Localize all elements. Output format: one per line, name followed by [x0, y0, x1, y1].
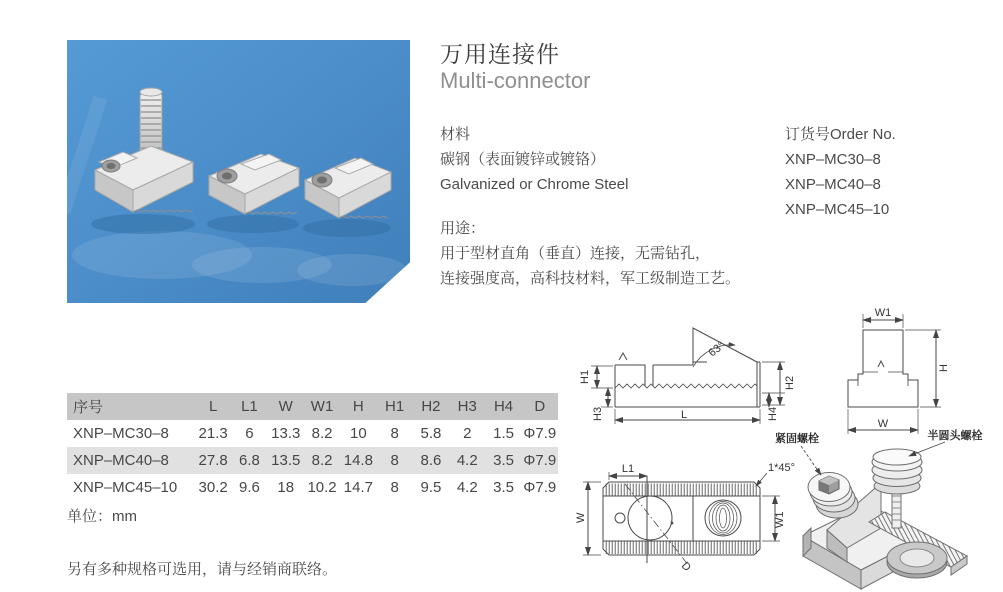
dim-label-h-end: H — [938, 364, 950, 372]
top-view-drawing — [583, 472, 780, 566]
page-title-en: Multi-connector — [440, 68, 591, 93]
order-label: 订货号Order No. — [785, 126, 896, 143]
cell: 3.5 — [493, 452, 514, 469]
cell: 3.5 — [493, 479, 514, 496]
cell: Φ7.9 — [523, 425, 557, 442]
cell: Φ7.9 — [523, 479, 557, 496]
usage-block — [440, 216, 740, 291]
footer-note: 另有多种规格可选用，请与经销商联络。 — [67, 561, 338, 578]
cell: 14.7 — [343, 479, 373, 496]
column-header: H — [352, 398, 364, 415]
material-block — [440, 122, 628, 197]
dim-label-d: D — [678, 559, 694, 574]
dim-label-w-end: W — [877, 418, 889, 430]
material-label: 材料 — [440, 126, 471, 143]
usage-line1: 用于型材直角（垂直）连接，无需钻孔， — [440, 245, 711, 262]
callout-round-head-screw: 半圆头螺栓 — [927, 430, 983, 442]
cell: 8 — [390, 425, 399, 442]
dim-label-angle: 63° — [706, 339, 727, 360]
cell: 9.5 — [420, 479, 442, 496]
cell: 5.8 — [420, 425, 442, 442]
column-header: H4 — [493, 398, 514, 415]
cell: 10.2 — [307, 479, 337, 496]
usage-line2: 连接强度高，高科技材料，军工级制造工艺。 — [440, 270, 741, 287]
dim-label-l: L — [680, 409, 688, 421]
cell: 6.8 — [239, 452, 260, 469]
column-header: D — [534, 398, 546, 415]
cell: 8.2 — [311, 425, 333, 442]
dim-label-h2: H2 — [784, 375, 796, 390]
table-row — [67, 447, 558, 474]
cell: 8.2 — [311, 452, 333, 469]
dim-label-l1: L1 — [621, 463, 635, 475]
column-header: H3 — [457, 398, 477, 415]
column-header: W — [278, 398, 293, 415]
product-photo — [67, 40, 410, 303]
callout-set-screw: 紧固螺栓 — [775, 433, 819, 445]
cell: 8 — [390, 452, 399, 469]
dim-label-w1-top: W1 — [774, 511, 786, 528]
cell-model: XNP–MC30–8 — [73, 425, 169, 442]
order-item: XNP–MC30–8 — [785, 151, 881, 168]
cell: 13.3 — [271, 425, 301, 442]
column-header: L1 — [241, 398, 258, 415]
material-line1: 碳钢（表面镀锌或镀铬） — [440, 151, 606, 168]
cell-model: XNP–MC45–10 — [73, 479, 178, 496]
order-item: XNP–MC40–8 — [785, 176, 881, 193]
cell: 14.8 — [343, 452, 373, 469]
dim-label-h3: H3 — [592, 406, 604, 421]
cell: 6 — [245, 425, 254, 442]
technical-drawings — [575, 290, 1003, 592]
dim-label-w1-end: W1 — [874, 307, 892, 319]
cell-model: XNP–MC40–8 — [73, 452, 169, 469]
unit-note: 单位：mm — [67, 508, 137, 525]
cell: 8.6 — [420, 452, 442, 469]
cell: 13.5 — [271, 452, 301, 469]
table-row — [67, 420, 558, 447]
cell: 30.2 — [198, 479, 228, 496]
cell: 4.2 — [456, 452, 478, 469]
page-title-zh: 万用连接件 — [440, 41, 560, 67]
usage-label: 用途： — [440, 220, 486, 237]
cell: 21.3 — [198, 425, 228, 442]
cell: Φ7.9 — [523, 452, 557, 469]
cell: 4.2 — [456, 479, 478, 496]
spec-table — [67, 393, 558, 501]
cell: 1.5 — [493, 425, 514, 442]
order-block — [785, 122, 896, 222]
column-header: H1 — [385, 398, 405, 415]
cell: 8 — [390, 479, 399, 496]
end-view-drawing — [848, 314, 941, 434]
column-header: 序号 — [73, 399, 104, 416]
order-item: XNP–MC45–10 — [785, 201, 890, 218]
side-view-drawing — [591, 328, 785, 424]
dim-label-h1: H1 — [579, 369, 591, 384]
cell: 10 — [349, 425, 367, 442]
dim-label-h4: H4 — [767, 406, 779, 421]
cell: 18 — [277, 479, 295, 496]
iso-view-drawing — [801, 442, 967, 589]
chamfer-label: 1*45° — [768, 462, 796, 474]
material-line2: Galvanized or Chrome Steel — [440, 176, 629, 193]
column-header: H2 — [421, 398, 441, 415]
cell: 27.8 — [198, 452, 228, 469]
table-header-row — [67, 393, 558, 420]
cell: 9.6 — [239, 479, 260, 496]
product-photo-image — [67, 40, 410, 303]
cell: 2 — [463, 425, 472, 442]
column-header: W1 — [310, 398, 334, 415]
column-header: L — [208, 398, 218, 415]
dim-label-w-top: W — [575, 512, 587, 523]
table-row — [67, 474, 558, 501]
